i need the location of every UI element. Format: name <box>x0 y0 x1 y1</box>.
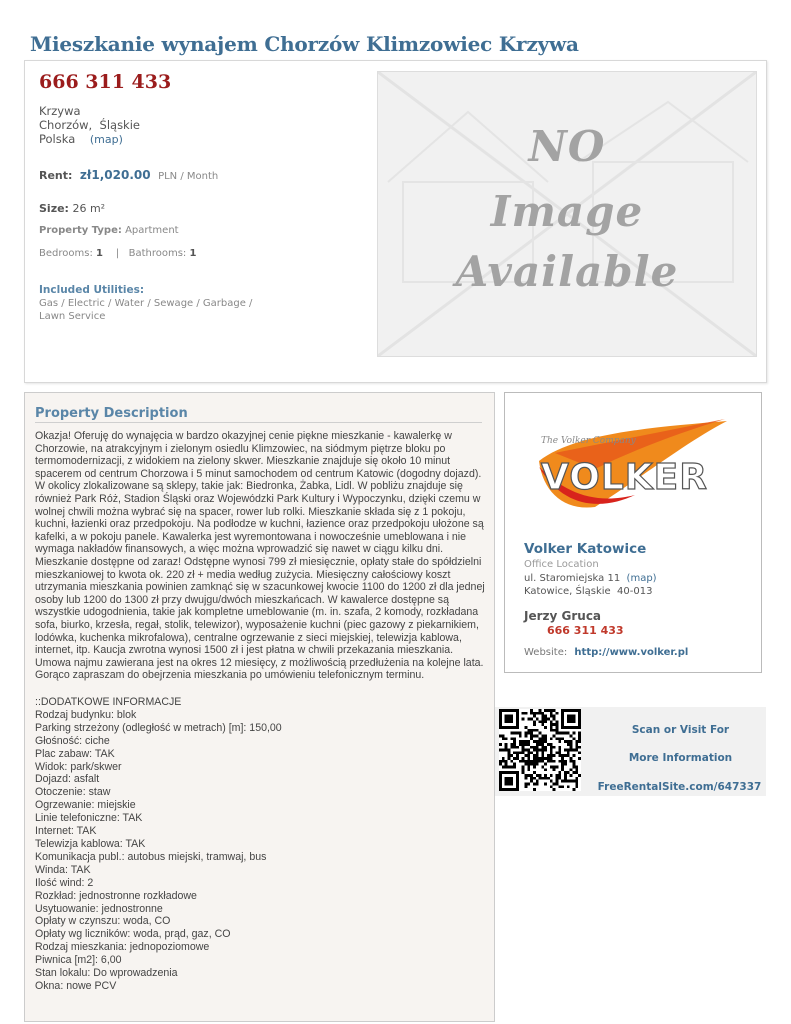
description-body: Okazja! Oferuję do wynajęcia w bardzo okazyjnej cenie piękne mieszkanie - kawalerkę w Chorzowie, na atrakcyjnym i zielonym osiedlu Klimzowiec, na siódmym piętrze bloku po termomodernizacji, z widokiem na zielony skwer. Mieszkanie znajduje się około 10 minut spacerem od centrum Chorzowa i 5 minut samochodem od centrum Katowic (dogodny dojazd). W okolicy zlokalizowane są sklepy, takie jak: Biedronka, Żabka, Lidl. W pobliżu znajduje się również Park Róż, Stadion Śląski oraz Wojewódzki Park Kultury i Wypoczynku, dzięki czemu w wolnej chwili można wybrać się na spacer, rower lub rolki. Mieszkanie składa się z 1 pokoju, kuchni, łazienki oraz przedpokoju. Na podłodze w kuchni, łazience oraz przedpokoju ułożone są kafelki, a w pokoju panele. Kawalerka jest wyremontowana i nowocześnie umeblowana i nie wymaga nakładów finansowych, a więc można wprowadzić się nawet w ciągu kilku dni. Mieszkanie dostępne od zaraz! Odstępne wynosi 799 zł miesięcznie, opłaty stałe do spółdzielni mieszkaniowej to kwota ok. 220 zł + media według zużycia. Miesięczny całościowy koszt utrzymania mieszkania powinien zamknąć się w szacunkowej kwocie 1100 do 1200 zł dla jednej osoby lub 1200 do 1300 zł przy dwujgu/dwóch mieszkańcach. W kawalerce dostępne są wszystkie udogodnienia, takie jak kompletne umeblowanie (m. in. szafa, 2 komody, rozkładana sofa, biurko, krzesła, regał, stolik, telewizor), wyposażenie kuchni (piec gazowy z piekarnikiem, lodówka, kuchenka mikrofalowa), centralne ogrzewanie z sieci miejskiej, telewizja kablowa, internet, itp. Kaucja zwrotna wynosi 1500 zł i jest płatna w chwili przekazania mieszkania. Umowa najmu zawierana jest na okres 12 miesięcy, z możliwością przedłużenia na kolejne lata. Gorąco zapraszam do obejrzenia mieszkania po umówieniu telefonicznym terminu. <box>35 430 485 682</box>
utilities-label: Included Utilities: <box>39 284 145 296</box>
additional-info-item: ::DODATKOWE INFORMACJE <box>35 696 182 708</box>
agent-map-link[interactable]: (map) <box>626 573 657 584</box>
no-image-placeholder <box>377 71 757 357</box>
additional-info-item: Rodzaj mieszkania: jednopoziomowe <box>35 941 210 954</box>
property-type-value: Apartment <box>125 225 179 236</box>
office-location-label: Office Location <box>524 559 599 570</box>
website-link[interactable]: http://www.volker.pl <box>574 647 689 658</box>
property-description-card <box>24 392 495 1022</box>
rent-row <box>39 168 218 182</box>
additional-info-item: Otoczenie: staw <box>35 786 111 799</box>
additional-info-item: Opłaty wg liczników: woda, prąd, gaz, CO <box>35 928 231 941</box>
additional-info-item: Ogrzewanie: miejskie <box>35 799 136 812</box>
listing-phone[interactable]: 666 311 433 <box>39 71 172 93</box>
additional-info-list <box>35 696 485 993</box>
additional-info-item: Telewizja kablowa: TAK <box>35 837 146 850</box>
no-image-word-1: NO <box>528 122 606 171</box>
additional-info-item: Rodzaj budynku: blok <box>35 708 137 721</box>
map-link[interactable]: (map) <box>89 133 123 146</box>
agent-card <box>504 392 762 673</box>
rent-label: Rent: <box>39 169 73 182</box>
website-label: Website: <box>524 647 568 658</box>
additional-info-item: Linie telefoniczne: TAK <box>35 812 143 825</box>
utilities-value: Gas / Electric / Water / Sewage / Garbage / Lawn Service <box>39 298 253 322</box>
qr-code[interactable] <box>499 709 581 791</box>
additional-info-item: Widok: park/skwer <box>35 760 122 773</box>
additional-info-item: Okna: nowe PCV <box>35 979 117 992</box>
qr-box <box>495 707 766 796</box>
address-street: Krzywa <box>39 104 81 118</box>
logo-wordmark: VOLKER <box>541 457 708 498</box>
property-type-row <box>39 225 179 236</box>
additional-info-item: Komunikacja publ.: autobus miejski, tramwaj, bus <box>35 850 267 863</box>
description-heading: Property Description <box>35 406 482 423</box>
bedrooms-value: 1 <box>96 248 103 259</box>
bathrooms-label: Bathrooms: <box>128 248 187 259</box>
agent-company-name: Volker Katowice <box>524 541 647 557</box>
additional-info-item: Stan lokalu: Do wprowadzenia <box>35 967 178 980</box>
additional-info-item: Piwnica [m2]: 6,00 <box>35 954 122 967</box>
additional-info-item: Usytuowanie: jednostronne <box>35 902 163 915</box>
additional-info-item: Internet: TAK <box>35 825 97 838</box>
qr-url[interactable]: FreeRentalSite.com/647337 <box>597 781 762 793</box>
agent-street: ul. Staromiejska 11 <box>524 573 621 584</box>
listing-address <box>39 104 140 147</box>
size-row <box>39 202 105 215</box>
logo-tagline: The Volker Company <box>541 436 636 446</box>
rooms-separator: | <box>115 248 120 259</box>
rooms-row <box>39 248 196 259</box>
agent-website-row <box>524 647 688 658</box>
agent-address <box>524 572 657 598</box>
rent-amount: zł1,020.00 <box>79 168 151 182</box>
page-title: Mieszkanie wynajem Chorzów Klimzowiec Krzywa <box>30 32 579 56</box>
volker-logo[interactable] <box>535 413 731 513</box>
bathrooms-value: 1 <box>189 248 197 259</box>
agent-person-name: Jerzy Gruca <box>524 609 602 623</box>
no-image-word-3: Available <box>455 247 679 296</box>
additional-info-item: Winda: TAK <box>35 863 91 876</box>
address-city: Chorzów, Śląskie <box>39 118 140 132</box>
address-country: Polska <box>39 132 76 146</box>
rent-period: PLN / Month <box>158 171 219 182</box>
agent-city: Katowice, Śląskie 40-013 <box>524 586 653 597</box>
additional-info-item: Głośność: ciche <box>35 734 110 747</box>
agent-phone[interactable]: 666 311 433 <box>547 624 624 637</box>
bedrooms-label: Bedrooms: <box>39 248 93 259</box>
listing-summary-card <box>24 60 767 383</box>
no-image-word-2: Image <box>490 187 644 236</box>
additional-info-item: Rozkład: jednostronne rozkładowe <box>35 889 197 902</box>
additional-info-item: Opłaty w czynszu: woda, CO <box>35 915 171 928</box>
size-value: 26 m² <box>72 202 106 215</box>
qr-text-line2: More Information <box>628 752 733 764</box>
qr-text-line1: Scan or Visit For <box>631 724 730 736</box>
property-type-label: Property Type: <box>39 225 122 236</box>
additional-info-item: Ilość wind: 2 <box>35 876 94 889</box>
additional-info-item: Dojazd: asfalt <box>35 773 100 786</box>
additional-info-item: Parking strzeżony (odległość w metrach) [m]: 150,00 <box>35 721 282 734</box>
additional-info-item: Plac zabaw: TAK <box>35 747 115 760</box>
address-country-row <box>39 132 140 147</box>
size-label: Size: <box>39 202 69 215</box>
